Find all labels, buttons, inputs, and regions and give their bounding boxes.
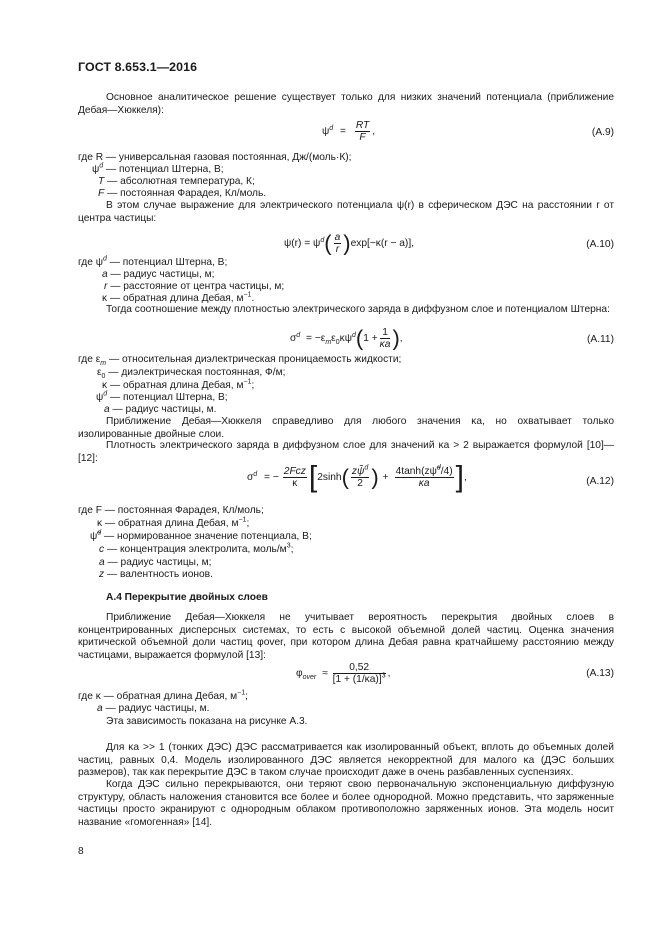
legend-item: κ — обратная длина Дебая, $м^{-1}$; bbox=[102, 378, 255, 391]
equation-a13: $\varphi_{over}$ ≈ $\frac{0,52}{[1 + (1/\kappa a)]^3}$ , bbox=[296, 662, 391, 685]
legend-item: $\psi^d$ — потенциал Штерна, В; bbox=[92, 162, 224, 175]
equation-a9: $\psi^d$ = $\frac{RT}{F}$ , bbox=[322, 120, 376, 143]
legend-item: где R — универсальная газовая постоянная, Дж/(моль·К); bbox=[78, 152, 352, 163]
paragraph-charge-density: Тогда соотношение между плотностью электрического заряда в диффузном слое и потенциалом Штерна: bbox=[106, 304, 610, 315]
paragraph-thin-layers: Для κa >> 1 (тонких ДЭС) ДЭС рассматривается как изолированный объект, вплоть до объемных долей частиц, равных 0,4. Модель изолированного ДЭС является некорректной для малого κa (ДЭС больших размеров), так как перекрытие ДЭС в таком случае происходит даже в очень разбавленных суспензиях. bbox=[78, 742, 614, 779]
paragraph-formula-ref: Плотность электрического заряда в диффузном слое для значений κa > 2 выражается формулой [10]—[12]: bbox=[78, 440, 614, 464]
paragraph-homogeneous: Когда ДЭС сильно перекрываются, они теряют свою первоначальную экспоненциальную диффузную структуру, область наложения становится все более и более однородной. Можно представить, что заряженные частицы просто экранируют с однородным облаком противоположно заряженных ионов. Эта модель носит название «гомогенная» [14]. bbox=[78, 779, 614, 828]
legend-item: κ — обратная длина Дебая, $м^{-1}$. bbox=[102, 291, 255, 304]
legend-item: a — радиус частицы, м; bbox=[102, 269, 215, 280]
paragraph-intro: Основное аналитическое решение существует только для низких значений потенциала (приближение Дебая—Хюккеля): bbox=[78, 92, 614, 116]
legend-item: T — абсолютная температура, К; bbox=[98, 176, 255, 187]
legend-item: κ — обратная длина Дебая, $м^{-1}$; bbox=[97, 516, 250, 529]
equation-a11: $\sigma^d = -\varepsilon_m\varepsilon_0\kappa\psi^d(1$ + $\frac{1}{\kappa a}$ ), bbox=[290, 325, 403, 351]
paragraph-potential: В этом случае выражение для электрического потенциала ψ(r) в сферическом ДЭС на расстоянии r от центра частицы: bbox=[78, 200, 614, 224]
equation-number-a13: (A.13) bbox=[586, 668, 614, 679]
page-number: 8 bbox=[78, 846, 84, 857]
legend-item: a — радиус частицы, м; bbox=[99, 557, 212, 568]
standard-header: ГОСТ 8.653.1—2016 bbox=[78, 60, 198, 74]
legend-item: r — расстояние от центра частицы, м; bbox=[104, 281, 285, 292]
legend-item: z — валентность ионов. bbox=[99, 569, 213, 580]
legend-item: где κ — обратная длина Дебая, $м^{-1}$; bbox=[78, 689, 248, 702]
equation-number-a10: (A.10) bbox=[586, 239, 614, 250]
legend-item: где $\psi^d$ — потенциал Штерна, В; bbox=[78, 255, 228, 268]
equation-number-a9: (A.9) bbox=[591, 127, 614, 138]
legend-item: где F — постоянная Фарадея, Кл/моль; bbox=[78, 505, 264, 516]
equation-number-a12: (A.12) bbox=[586, 476, 614, 487]
legend-item: F — постоянная Фарадея, Кл/моль. bbox=[98, 188, 267, 199]
equation-a10: $\psi(r) = \psi^d$( $\frac{a}{r}$ )exp[−κ(r − a)], bbox=[284, 230, 414, 256]
legend-item: a — радиус частицы, м. bbox=[104, 404, 217, 415]
legend-item: $\varepsilon_0$ — диэлектрическая постоянная, Ф/м; bbox=[97, 367, 286, 381]
legend-item: c — концентрация электролита, моль/$м^3$; bbox=[99, 542, 294, 555]
legend-item: ψ̃$^d$ — нормированное значение потенциала, В; bbox=[90, 529, 312, 542]
legend-item: a — радиус частицы, м. bbox=[97, 703, 210, 714]
paragraph-overlap: Приближение Дебая—Хюккеля не учитывает вероятность перекрытия двойных слоев в концентрированных дисперсных системах, то есть с высокой объемной долей частиц. Оценка значения критической объемной доли частиц φover, при котором длина Дебая равна кратчайшему расстоянию между частицами, выражается формулой [13]: bbox=[78, 612, 614, 661]
paragraph-figure-ref: Эта зависимость показана на рисунке А.3. bbox=[106, 716, 308, 727]
legend-item: $\psi^d$ — потенциал Штерна, В; bbox=[96, 390, 228, 403]
paragraph-debye-validity: Приближение Дебая—Хюккеля справедливо для любого значения κa, но охватывает только изолированные двойные слои. bbox=[78, 416, 614, 440]
equation-a12: $\sigma^d$ = − $\frac{\text{2Fcz}}{\kappa}$ [2sinh( $\frac{z\psĩ^d}{2}$ ) + $\frac{4\tanh(z\psĩ^d/4)}{\kappa a}$ ], bbox=[247, 460, 467, 494]
section-heading: А.4 Перекрытие двойных слоев bbox=[106, 592, 268, 603]
equation-number-a11: (A.11) bbox=[587, 334, 614, 345]
legend-item: где $\varepsilon_m$ — относительная диэлектрическая проницаемость жидкости; bbox=[78, 354, 402, 368]
